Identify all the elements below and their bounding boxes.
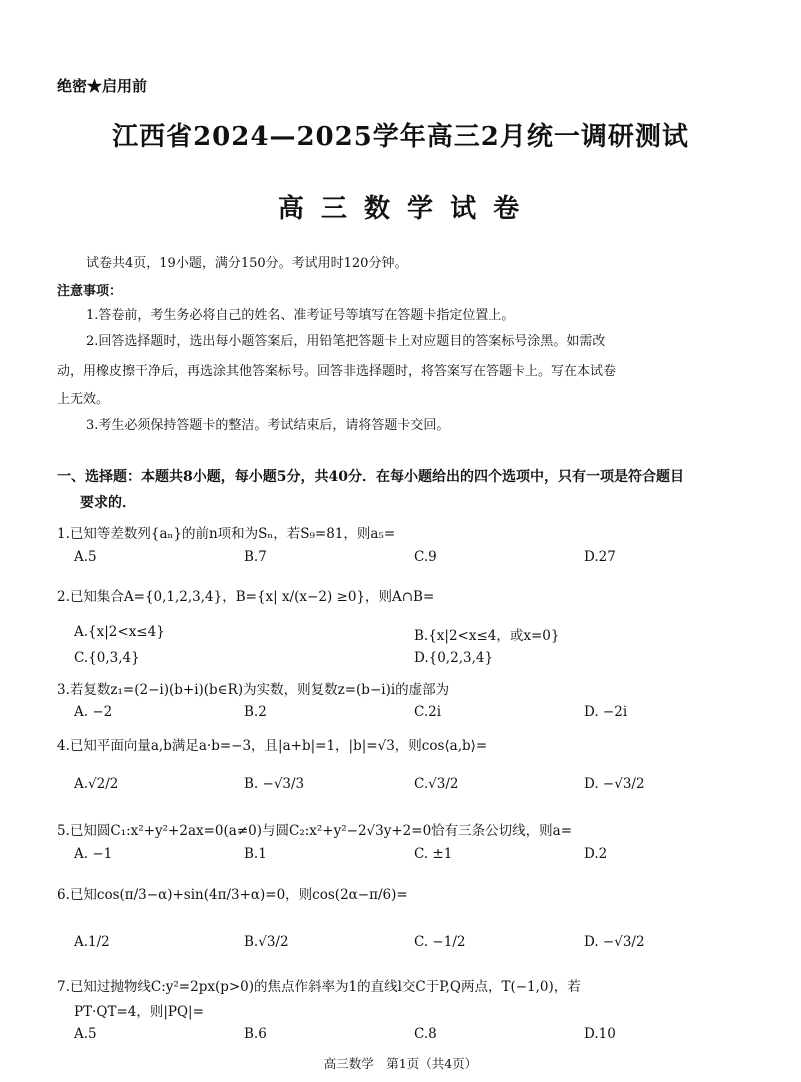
confidential-label: 绝密★启用前 (57, 77, 148, 95)
option: A.5 (74, 1026, 97, 1042)
option: B.2 (244, 704, 267, 720)
question-stem: 6.已知cos(π/3−α)+sin(4π/3+α)=0，则cos(2α−π/6)= (57, 887, 408, 903)
option: C. ±1 (414, 846, 453, 862)
option: C.2i (414, 704, 442, 720)
option: B. −√3/3 (244, 776, 305, 792)
section-heading-cont: 要求的． (80, 495, 136, 511)
question-stem: 5.已知圆C₁:x²+y²+2ax=0(a≠0)与圆C₂:x²+y²−2√3y+2=0恰有三条公切线，则a= (57, 823, 573, 839)
option: C. −1/2 (414, 934, 466, 950)
option: B.1 (244, 846, 267, 862)
option: A.1/2 (74, 934, 110, 950)
option: A.{x|2<x≤4} (74, 624, 165, 640)
exam-title: 江西省2024—2025学年高三2月统一调研测试 (112, 122, 689, 152)
exam-intro: 试卷共4页，19小题，满分150分。考试用时120分钟。 (86, 256, 408, 271)
note-item: 动，用橡皮擦干净后，再选涂其他答案标号。回答非选择题时，将答案写在答题卡上。写在本试卷 (57, 364, 617, 379)
option: A. −1 (74, 846, 113, 862)
option: D.10 (584, 1026, 616, 1042)
option: D. −√3/2 (584, 934, 645, 950)
exam-subtitle: 高 三 数 学 试 卷 (277, 194, 524, 224)
option: C.{0,3,4} (74, 650, 140, 666)
option: C.√3/2 (414, 776, 459, 792)
note-item: 上无效。 (57, 392, 110, 407)
option: B.√3/2 (244, 934, 289, 950)
option: A.√2/2 (74, 776, 119, 792)
page-footer: 高三数学 第1页（共4页） (323, 1056, 478, 1071)
section-heading: 一、选择题：本题共8小题，每小题5分，共40分．在每小题给出的四个选项中，只有一项是符合题目 (57, 469, 684, 485)
notes-heading: 注意事项： (57, 284, 123, 299)
question-stem: 2.已知集合A={0,1,2,3,4}，B={x| x/(x−2) ≥0}，则A∩B= (57, 589, 435, 605)
question-stem: 3.若复数z₁=(2−i)(b+i)(b∈R)为实数，则复数z=(b−i)i的虚部为 (57, 682, 450, 698)
note-item: 2.回答选择题时，选出每小题答案后，用铅笔把答题卡上对应题目的答案标号涂黑。如需改 (86, 334, 606, 349)
option: C.9 (414, 549, 437, 565)
option: B.6 (244, 1026, 267, 1042)
option: D.{0,2,3,4} (414, 650, 494, 666)
option: D.2 (584, 846, 608, 862)
option: D. −√3/2 (584, 776, 645, 792)
option: A.5 (74, 549, 97, 565)
question-stem-cont: PT·QT=4，则|PQ|= (74, 1004, 204, 1020)
note-item: 1.答卷前，考生务必将自己的姓名、准考证号等填写在答题卡指定位置上。 (86, 308, 515, 323)
option: B.{x|2<x≤4，或x=0} (414, 628, 560, 644)
option: D.27 (584, 549, 616, 565)
option: A. −2 (74, 704, 113, 720)
note-item: 3.考生必须保持答题卡的整洁。考试结束后，请将答题卡交回。 (86, 418, 450, 433)
question-stem: 7.已知过抛物线C:y²=2px(p>0)的焦点作斜率为1的直线l交C于P,Q两点，T(−1,0)，若 (57, 979, 581, 995)
option: D. −2i (584, 704, 628, 720)
question-stem: 4.已知平面向量a,b满足a·b=−3，且|a+b|=1，|b|=√3，则cos⟨a,b⟩= (57, 738, 488, 754)
option: C.8 (414, 1026, 437, 1042)
question-stem: 1.已知等差数列{aₙ}的前n项和为Sₙ，若S₉=81，则a₅= (57, 526, 396, 542)
option: B.7 (244, 549, 267, 565)
